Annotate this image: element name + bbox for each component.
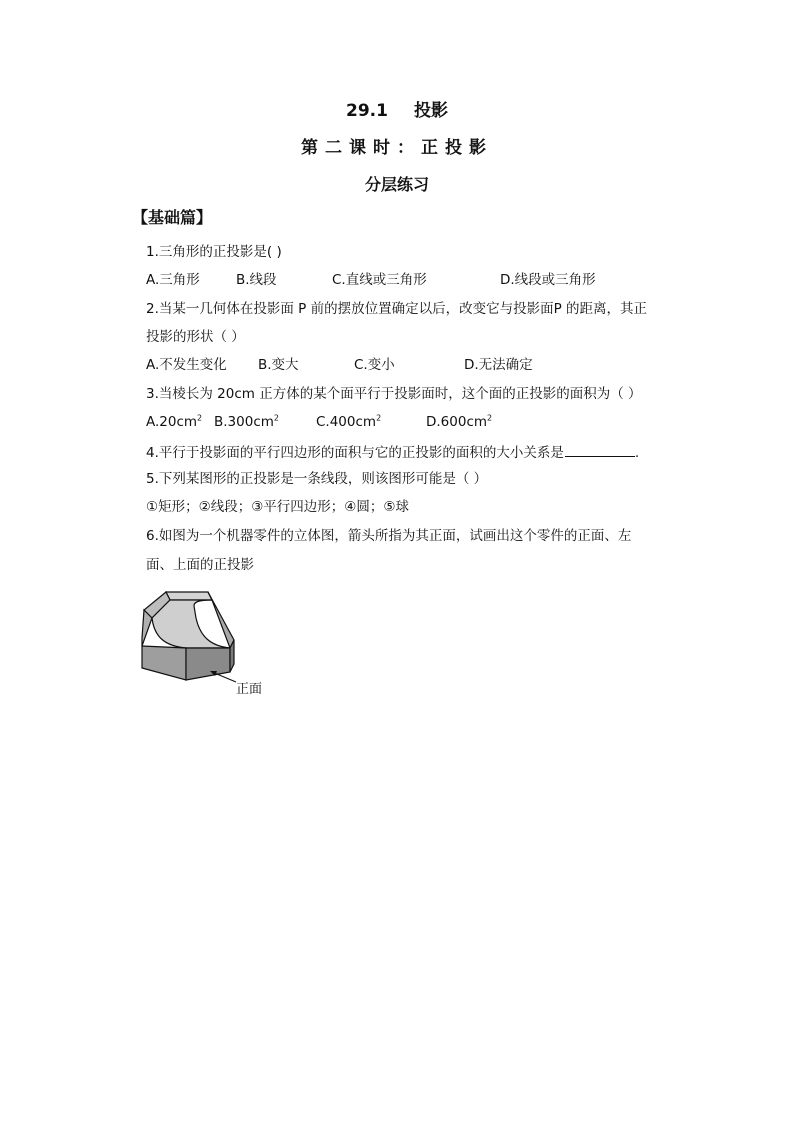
question-4 xyxy=(146,442,639,462)
section-number: 29.1 xyxy=(346,101,388,121)
option-b-text: B.300cm xyxy=(214,414,274,430)
question-1-stem: 1.三角形的正投影是( ) xyxy=(146,244,282,260)
front-face xyxy=(142,646,186,680)
superscript: 2 xyxy=(273,413,279,423)
question-4-end: . xyxy=(634,445,640,461)
question-3-stem: 3.当棱长为 20cm 正方体的某个面平行于投影面时，这个面的正投影的面积为（ ） xyxy=(146,386,642,402)
option-d: D.无法确定 xyxy=(464,357,533,373)
question-3-options xyxy=(146,413,666,431)
option-d: D.线段或三角形 xyxy=(500,272,596,288)
option-a: A.不发生变化 xyxy=(146,357,227,373)
practice-title: 分层练习 xyxy=(364,175,429,194)
answer-blank[interactable] xyxy=(565,442,635,457)
option-a-text: A.20cm xyxy=(146,414,198,430)
right-upper-face xyxy=(208,592,234,648)
lesson-title: 第二课时：正投影 xyxy=(301,138,493,158)
front-face-label: 正面 xyxy=(236,682,263,697)
option-d xyxy=(426,413,492,431)
superscript: 2 xyxy=(487,413,493,423)
question-6-stem-line2: 面、上面的正投影 xyxy=(146,557,254,573)
superscript: 2 xyxy=(197,413,203,423)
question-6-stem-line1: 6.如图为一个机器零件的立体图，箭头所指为其正面，试画出这个零件的正面、左 xyxy=(146,528,632,544)
option-a: A.三角形 xyxy=(146,272,200,288)
question-2-options xyxy=(146,356,666,374)
option-b: B.线段 xyxy=(236,272,277,288)
option-d-text: D.600cm xyxy=(426,414,488,430)
option-b: B.变大 xyxy=(258,357,299,373)
top-face xyxy=(166,592,212,600)
option-c: C.直线或三角形 xyxy=(332,272,427,288)
option-c: C.变小 xyxy=(354,357,395,373)
level-heading: 【基础篇】 xyxy=(132,208,213,227)
option-c-text: C.400cm xyxy=(316,414,377,430)
option-b xyxy=(214,413,279,431)
option-a xyxy=(146,413,202,431)
question-5-choices: ①矩形；②线段；③平行四边形；④圆；⑤球 xyxy=(146,499,410,515)
section-title xyxy=(0,96,794,121)
question-4-stem: 4.平行于投影面的平行四边形的面积与它的正投影的面积的大小关系是 xyxy=(146,445,564,461)
topic-title: 投影 xyxy=(413,101,448,121)
superscript: 2 xyxy=(376,413,382,423)
question-5-stem: 5.下列某图形的正投影是一条线段，则该图形可能是（ ） xyxy=(146,471,488,487)
question-2-stem-line1: 2.当某一几何体在投影面 P 前的摆放位置确定以后，改变它与投影面P 的距离，其正 xyxy=(146,301,648,317)
curved-face xyxy=(152,600,230,648)
question-1-options xyxy=(146,271,666,289)
option-c xyxy=(316,413,381,431)
machine-part-figure xyxy=(138,588,248,688)
right-face xyxy=(186,648,230,680)
question-2-stem-line2: 投影的形状（ ） xyxy=(146,329,245,345)
